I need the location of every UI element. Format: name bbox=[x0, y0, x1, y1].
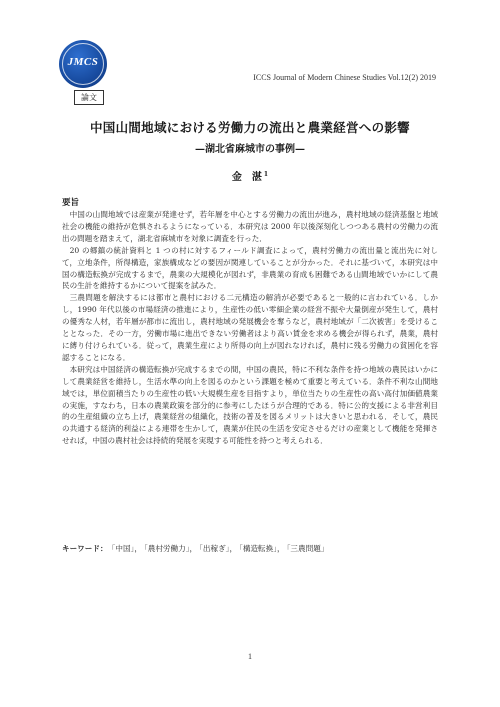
author-footnote-mark: 1 bbox=[263, 171, 269, 178]
abstract-paragraph: 三農問題を解決するには都市と農村における二元構造の解消が必要であると一般的に言われている．しかし，1990 年代以後の市場経済の推進により，生産性の低い零細企業の経営不振や大量倒産が発生して，農村の優秀な人材，若年層が都市に流出し，農村地域の発展機会を奪うなど，農村地域が「二次被害」を受けることとなった．その一方，労働市場に進出できない労働者はより高い賃金を求める機会が得られず，農業，農村に縛り付けられている．従って，農業生産により所得の向上が図れなければ，農村に残る労働力の貧困化を容認することになる． bbox=[62, 293, 438, 362]
keyword: 「出稼ぎ」， bbox=[199, 544, 238, 553]
paper-subtitle: —湖北省麻城市の事例— bbox=[195, 144, 305, 155]
keyword: 「農村労働力」， bbox=[143, 544, 198, 553]
logo-text: JMCS bbox=[67, 56, 99, 68]
page-number: 1 bbox=[248, 652, 252, 661]
journal-logo bbox=[59, 40, 107, 88]
keyword: 「中国」， bbox=[111, 544, 142, 553]
paper-title: 中国山間地域における労働力の流出と農業経営への影響 bbox=[89, 120, 410, 135]
abstract-paragraph: 中国の山間地域では産業が発達せず，若年層を中心とする労働力の流出が進み，農村地域の経済基盤と地域社会の機能の維持が危惧されるようになっている．本研究は 2000 年以後深刻化しつつある農村の労働力の流出の問題を踏まえて，湖北省麻城市を対象に調査を行った． bbox=[62, 210, 438, 243]
article-type-label: 論文 bbox=[74, 90, 104, 105]
keyword: 「三農問題」 bbox=[286, 544, 329, 553]
author-name: 金 湛 bbox=[231, 172, 262, 183]
abstract-paragraph: 20 の郷鎮の統計資料と 1 つの村に対するフィールド調査によって，農村労働力の流出量と流出先に対して，立地条件，所得構造，家族構成などの要因が関連していることが分かった．それに基づいて，本研究は中国の構造転換が完成するまで，農業の大規模化が図れず，非農業の育成も困難である山間地域でいかにして農民の生計を維持するかについて提案を試みた． bbox=[62, 245, 438, 291]
author bbox=[0, 168, 500, 183]
abstract-body bbox=[62, 209, 438, 447]
journal-citation: ICCS Journal of Modern Chinese Studies Vol.12(2) 2019 bbox=[253, 73, 436, 82]
abstract-heading: 要旨 bbox=[62, 198, 80, 208]
keywords-label: キーワード： bbox=[62, 544, 108, 553]
keywords bbox=[62, 543, 452, 554]
keyword: 「構造転換」， bbox=[239, 544, 285, 553]
abstract-paragraph: 本研究は中国経済の構造転換が完成するまでの間，中国の農民，特に不利な条件を持つ地域の農民はいかにして農業経営を維持し，生活水準の向上を図るのかという課題を極めて重要と考えている．条件不利な山間地域では，単位面積当たりの生産性の低い大規模生産を目指すより，単位当たりの生産性の高い高付加価値農業の実施，すなわち，日本の農業政策を部分的に参考にしたほうが合理的である．特に公的支援による非営利目的の生産組織の立ち上げ，農業経営の組織化，技術の普及を図るメリットは大きいと思われる．そして，農民の共通する経済的利益による連帯を生かして，農業が住民の生活を安定させるだけの産業として機能を発揮させれば，中国の農村社会は持続的発展を実現する可能性を持つと考えられる． bbox=[62, 364, 438, 446]
